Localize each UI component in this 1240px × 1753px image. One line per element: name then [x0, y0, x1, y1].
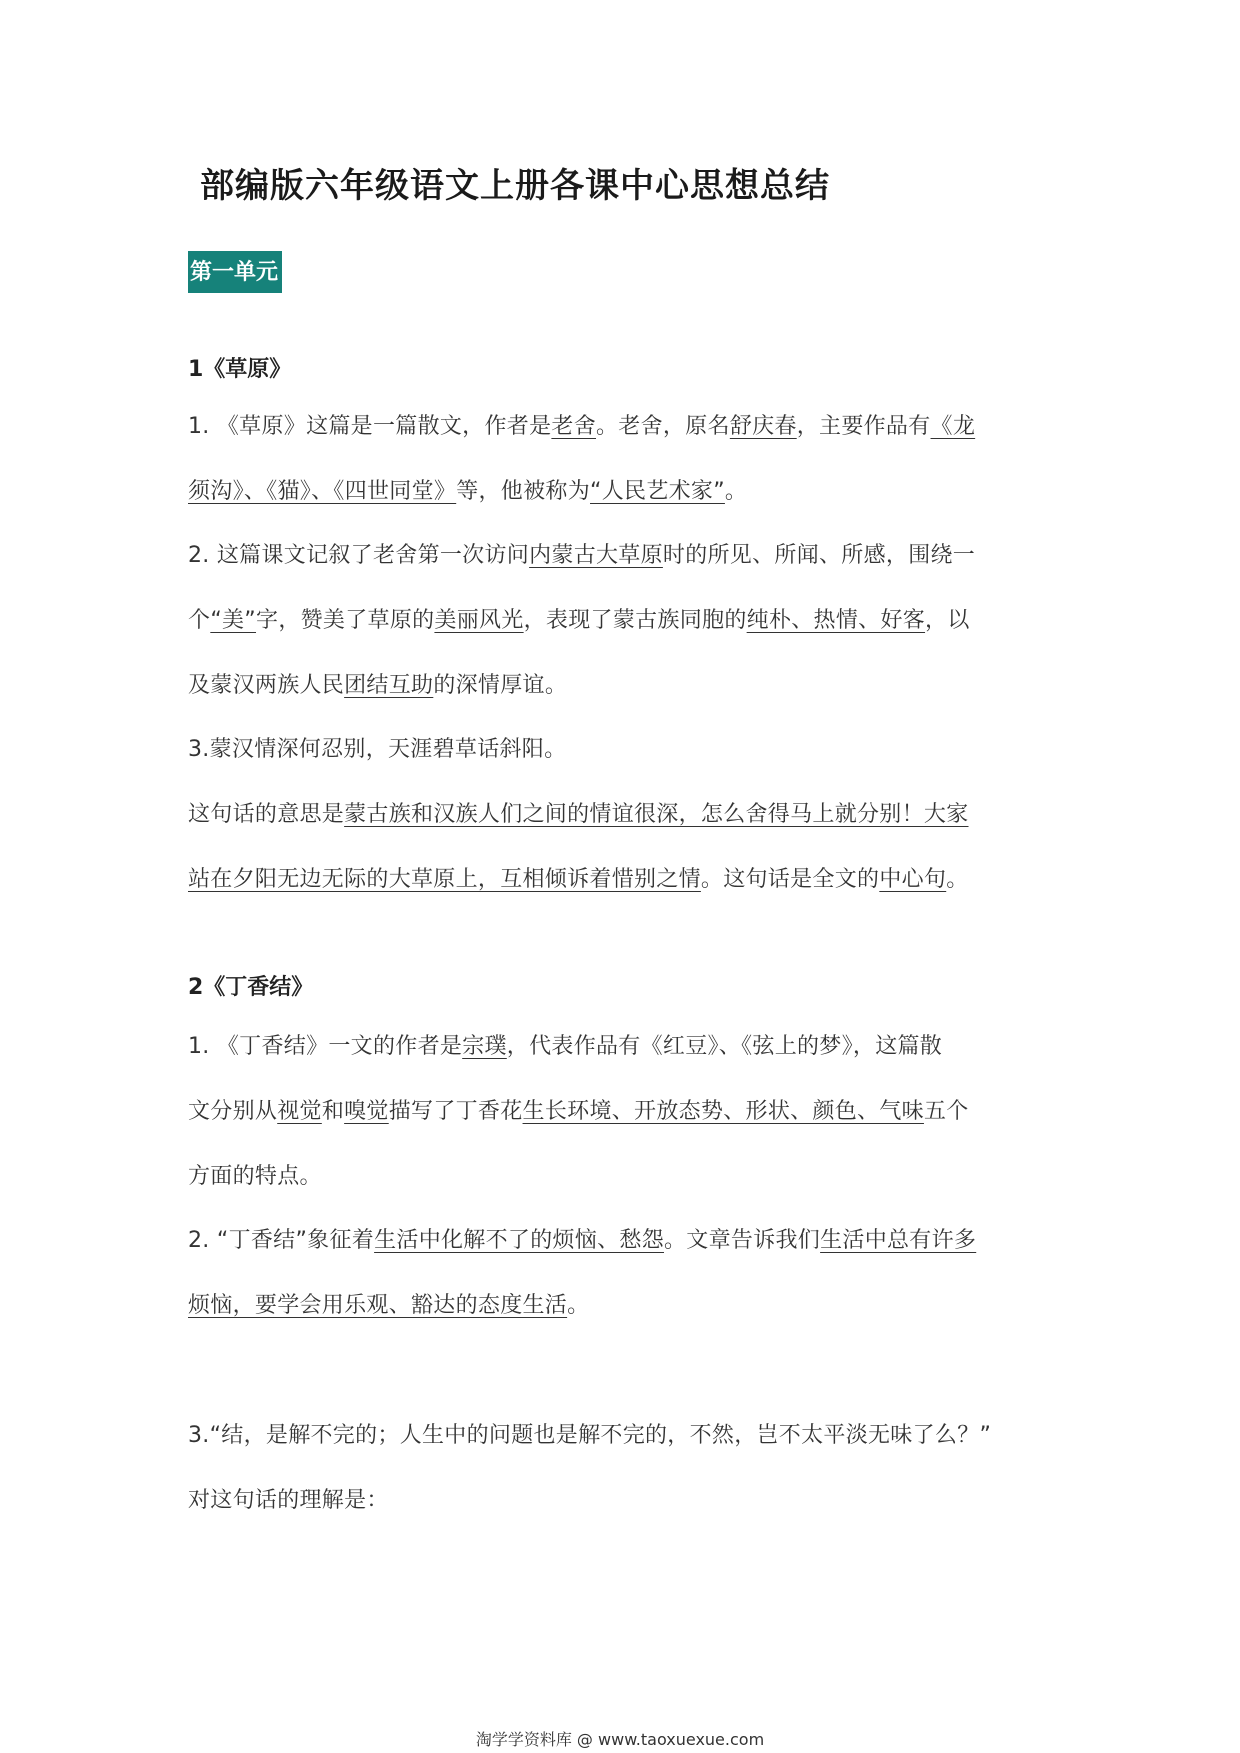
underlined-key-point: 嗅觉 [344, 1099, 389, 1124]
underlined-key-point: 内蒙古大草原 [529, 543, 663, 568]
text-segment: 这句话的意思是 [188, 802, 345, 827]
text-segment: ，代表作品有《红豆》、《弦上的梦》，这篇散 [506, 1034, 943, 1059]
text-segment: 时的所见、所闻、所感，围绕一 [662, 543, 976, 568]
paragraph-line: 方面的特点。 [188, 1164, 322, 1189]
text-segment: 1. 《丁香结》一文的作者是 [188, 1034, 463, 1059]
paragraph-line [188, 1291, 1058, 1321]
text-segment: 。 [946, 867, 969, 892]
underlined-key-point: 团结互助 [344, 673, 434, 698]
text-segment: 2. “丁香结”象征着 [188, 1228, 375, 1253]
text-segment: 字，赞美了草原的 [256, 608, 435, 633]
paragraph-line [188, 1097, 1058, 1127]
underlined-key-point: 须沟》、《猫》、《四世同堂》 [188, 479, 457, 504]
paragraph-line [188, 865, 1058, 895]
document-title: 部编版六年级语文上册各课中心思想总结 [200, 166, 830, 206]
text-segment: 。老舍，原名 [596, 414, 730, 439]
underlined-key-point: 中心句 [879, 867, 947, 892]
quote-line: 3.蒙汉情深何忍别，天涯碧草话斜阳。 [188, 737, 567, 762]
text-segment: 。 [567, 1293, 590, 1318]
underlined-key-point: 站在夕阳无边无际的大草原上，互相倾诉着惜别之情 [188, 867, 701, 892]
underlined-key-point: 生活中总有许多 [820, 1228, 977, 1253]
text-segment: 。 [724, 479, 748, 504]
lesson-heading-dingxiangjie: 2《丁香结》 [188, 975, 314, 1000]
underlined-key-point: 生活中化解不了的烦恼、愁怨 [374, 1228, 664, 1253]
footer-watermark: 淘学学资料库 @ www.taoxuexue.com [475, 1730, 765, 1749]
text-segment: ，以 [925, 608, 970, 633]
underlined-key-point: 蒙古族和汉族人们之间的情谊很深，怎么舍得马上就分别！大家 [344, 802, 969, 827]
paragraph-line [188, 606, 1058, 636]
unit-badge: 第一单元 [188, 251, 282, 293]
underlined-key-point: 老舍 [551, 414, 596, 439]
lesson-heading-caoyuan: 1《草原》 [188, 357, 292, 382]
paragraph-line [188, 1032, 1058, 1062]
paragraph-line [188, 1226, 1058, 1256]
underlined-key-point: “人民艺术家” [590, 479, 725, 504]
underlined-key-point: 美丽风光 [434, 608, 524, 633]
text-segment: 。文章告诉我们 [664, 1228, 821, 1253]
paragraph-line [188, 541, 1058, 571]
paragraph-line [188, 412, 1058, 442]
text-segment: 五个 [923, 1099, 969, 1124]
text-segment: 的深情厚谊。 [433, 673, 568, 698]
text-segment: 个 [188, 608, 211, 633]
text-segment: 及蒙汉两族人民 [188, 673, 345, 698]
paragraph-line [188, 477, 1058, 507]
underlined-key-point: 视觉 [277, 1099, 322, 1124]
underlined-key-point: 生长环境、开放态势、形状、颜色、气味 [522, 1099, 924, 1124]
text-segment: 和 [321, 1099, 345, 1124]
question-prompt: 对这句话的理解是： [188, 1488, 389, 1513]
underlined-key-point: 宗璞 [462, 1034, 507, 1059]
text-segment: 文分别从 [188, 1099, 278, 1124]
underlined-key-point: 纯朴、热情、好客 [746, 608, 926, 633]
underlined-key-point: 舒庆春 [729, 414, 797, 439]
underlined-key-point: “美” [210, 608, 257, 633]
quote-line: 3.“结，是解不完的；人生中的问题也是解不完的，不然，岂不太平淡无味了么？” [188, 1423, 992, 1448]
paragraph-line [188, 671, 1058, 701]
text-segment: ，主要作品有 [796, 414, 931, 439]
underlined-key-point: 《龙 [930, 414, 976, 439]
text-segment: 描写了丁香花 [388, 1099, 523, 1124]
text-segment: 等，他被称为 [456, 479, 591, 504]
underlined-key-point: 烦恼，要学会用乐观、豁达的态度生活 [188, 1293, 568, 1318]
paragraph-line [188, 800, 1058, 830]
text-segment: 2. 这篇课文记叙了老舍第一次访问 [188, 543, 530, 568]
text-segment: 1. 《草原》这篇是一篇散文，作者是 [188, 414, 552, 439]
text-segment: ，表现了蒙古族同胞的 [523, 608, 747, 633]
text-segment: 。这句话是全文的 [700, 867, 880, 892]
